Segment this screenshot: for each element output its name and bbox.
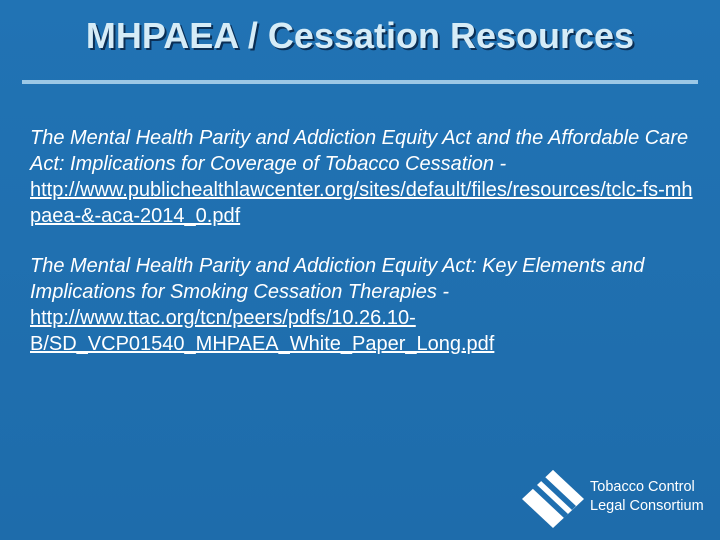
resource-list <box>30 125 702 381</box>
logo-wordmark <box>590 478 704 516</box>
resource-description: The Mental Health Parity and Addiction Equity Act: Key Elements and Implications for Smoking Cessation Therapies - <box>30 255 645 303</box>
resource-entry <box>30 253 702 357</box>
resource-link[interactable]: http://www.publichealthlawcenter.org/sites/default/files/resources/tclc-fs-mhpaea-&-aca-2014_0.pdf <box>30 179 693 227</box>
resource-link-line: http://www.ttac.org/tcn/peers/pdfs/10.26.10- <box>30 307 416 329</box>
logo-line: Legal Consortium <box>590 498 704 514</box>
slide-title: MHPAEA / Cessation Resources <box>85 15 635 56</box>
resource-link[interactable] <box>30 305 702 357</box>
diamond-logo-icon <box>520 468 586 530</box>
title-divider <box>22 80 698 84</box>
logo-line: Tobacco Control <box>590 479 695 495</box>
resource-description: The Mental Health Parity and Addiction Equity Act and the Affordable Care Act: Implications for Coverage of Tobacco Cessation - <box>30 127 689 175</box>
tclc-logo <box>520 468 710 528</box>
resource-entry <box>30 125 702 229</box>
resource-link-line: B/SD_VCP01540_MHPAEA_White_Paper_Long.pdf <box>30 333 495 355</box>
